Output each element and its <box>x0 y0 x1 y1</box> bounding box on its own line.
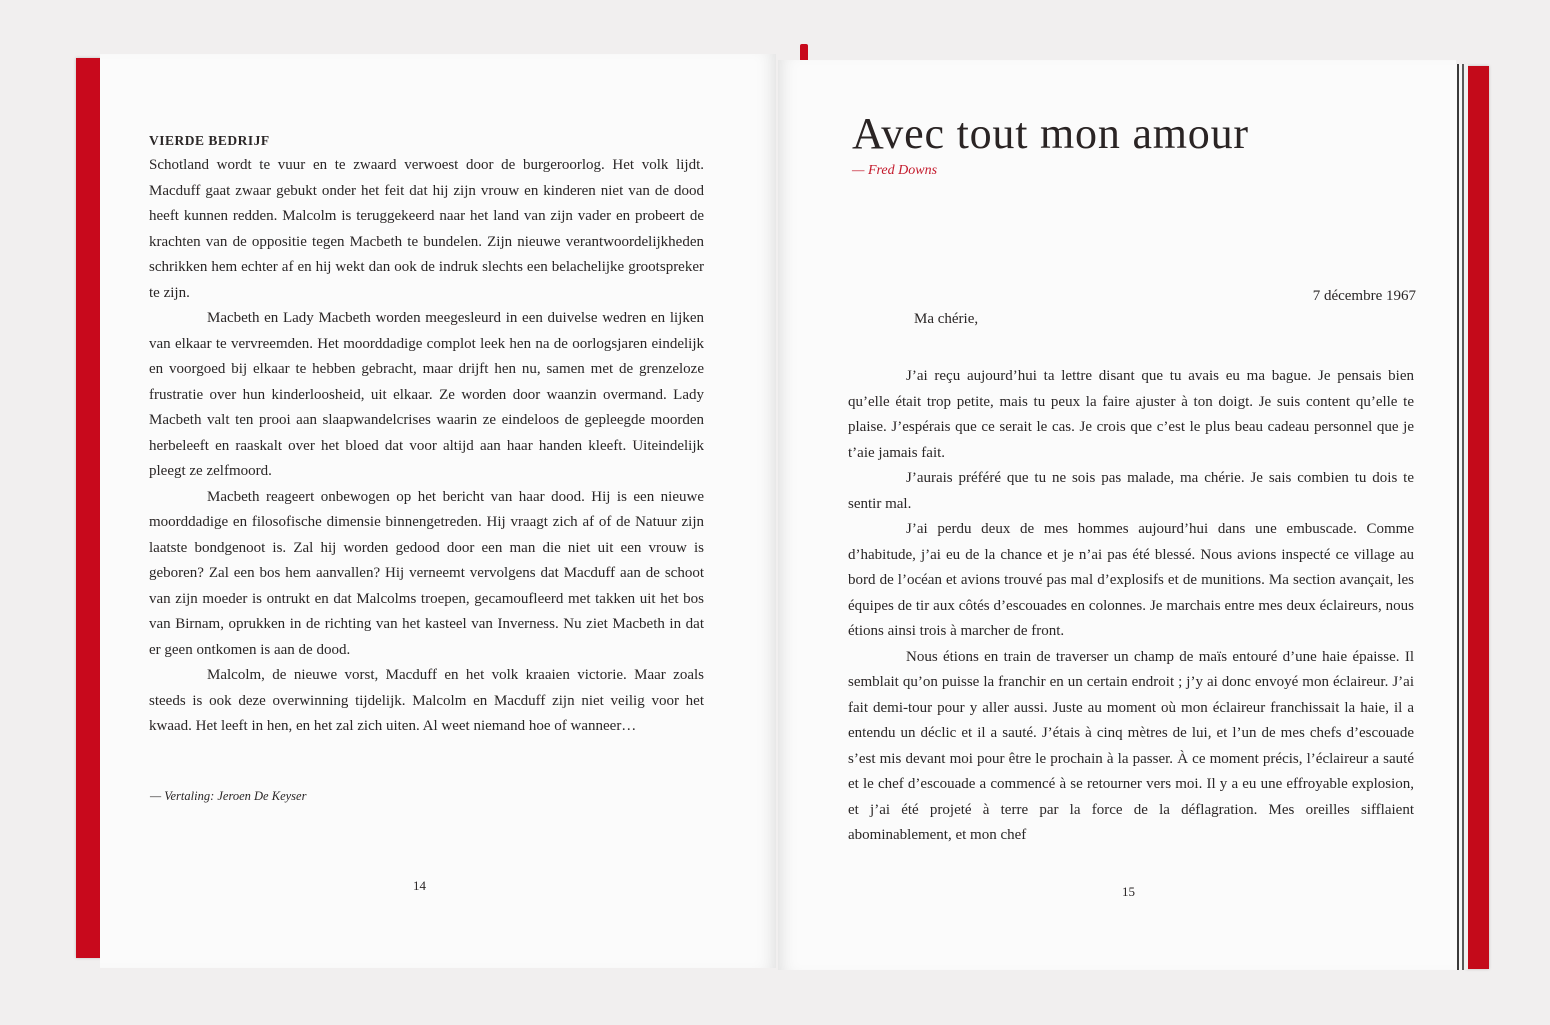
page-number: 14 <box>413 878 426 893</box>
letter-date: 7 décembre 1967 <box>1312 288 1416 304</box>
page-number: 15 <box>1122 884 1135 899</box>
letter-title: Avec tout mon amour <box>852 109 1249 158</box>
paragraph: J’ai reçu aujourd’hui ta lettre disant que tu avais eu ma bague. Je pensais bien qu’elle était trop petite, mais tu peux la faire ajuster à ton doigt. Je suis content qu’elle te plaise. J’espérais que ce serait le cas. Je crois que c’est le plus beau cadeau personnel que je t’aie jamais fait. <box>848 368 1414 461</box>
paragraph: J’aurais préféré que tu ne sois pas malade, ma chérie. Je sais combien tu dois te sentir mal. <box>848 470 1414 512</box>
paragraph: Macbeth reageert onbewogen op het bericht van haar dood. Hij is een nieuwe moorddadige en filosofische dimensie binnengetreden. Hij vraagt zich af of de Natuur zijn laatste bondgenoot is. Zal hij worden gedood door een man die niet uit een vrouw is geboren? Zal een bos hem aanvallen? Hij verneemt vervolgens dat Macduff aan de schoot van zijn moeder is ontrukt en dat Malcolms troepen, gecamoufleerd met takken uit het bos van Birnam, oprukken in de richting van het kasteel van Inverness. Nu ziet Macbeth in dat er geen ontkomen is aan de dood. <box>149 488 704 658</box>
book-cover-right <box>1466 66 1489 969</box>
right-page <box>778 60 1456 970</box>
paragraph: Macbeth en Lady Macbeth worden meegesleurd in een duivelse wedren en lijken van elkaar te vervreemden. Het moorddadige complot leek hen na de oorlogsjaren eindelijk en voorgoed bij elkaar te hebben gebracht, maar drijft hen nu, samen met de grenzeloze frustratie over hun kinderloosheid, uit elkaar. Ze worden door waanzin overmand. Lady Macbeth valt ten prooi aan slaapwandelcrises waarin ze eindeloos de gepleegde moorden herbeleeft en raaskalt over het bloed dat voor altijd aan haar handen kleeft. Uiteindelijk pleegt ze zelfmoord. <box>149 310 704 479</box>
translation-credit: — Vertaling: Jeroen De Keyser <box>150 789 307 803</box>
paragraph: J’ai perdu deux de mes hommes aujourd’hui dans une embuscade. Comme d’habitude, j’ai eu de la chance et je n’ai pas été blessé. Nous avions inspecté ce village au bord de l’océan et avions trouvé pas mal d’explosifs et de munitions. Ma section avançait, les équipes de tir aux côtés d’escouades en colonnes. Je marchais entre mes deux éclaireurs, nous étions ainsi trois à marcher de front. <box>848 521 1414 639</box>
paragraph: Malcolm, de nieuwe vorst, Macduff en het volk kraaien victorie. Maar zoals steeds is ook deze overwinning tijdelijk. Malcolm en Macduff zijn niet veilig voor het kwaad. Het leeft in hen, en het zal zich uiten. Al weet niemand hoe of wanneer… <box>149 667 704 734</box>
right-page-text <box>848 364 1414 849</box>
paragraph: Nous étions en train de traverser un champ de maïs entouré d’une haie épaisse. Il semblait qu’on puisse la franchir en un certain endroit ; j’y ai donc envoyé mon éclaireur. J’ai fait demi-tour pour y aller aussi. Juste au moment où mon éclaireur franchissait la haie, il a entendu un déclic et il a sauté. J’étais à cinq mètres de lui, et l’un de mes chefs d’escouade s’est mis devant moi pour être le prochain à la passer. À ce moment précis, l’éclaireur a sauté et le chef d’escouade a commencé à se retourner vers moi. Il y a eu une effroyable explosion, et j’ai été projeté à terre par la force de la déflagration. Mes oreilles sifflaient abominablement, et mon chef <box>848 648 1414 843</box>
paragraph: Schotland wordt te vuur en te zwaard verwoest door de burgeroorlog. Het volk lijdt. Macduff gaat zwaar gebukt onder het feit dat hij zijn vrouw en kinderen niet van de dood heeft kunnen redden. Malcolm is teruggekeerd naar het land van zijn vader en probeert de krachten van de oppositie tegen Macbeth te bundelen. Zijn nieuwe verantwoordelijkheden schrikken hem echter af en hij wekt dan ook de indruk slechts een belachelijke grootspreker te zijn. <box>149 157 704 301</box>
left-page <box>100 54 776 968</box>
left-page-text <box>149 128 704 740</box>
letter-author: — Fred Downs <box>852 163 938 178</box>
act-heading: VIERDE BEDRIJF <box>149 133 270 148</box>
letter-salutation: Ma chérie, <box>914 311 979 327</box>
